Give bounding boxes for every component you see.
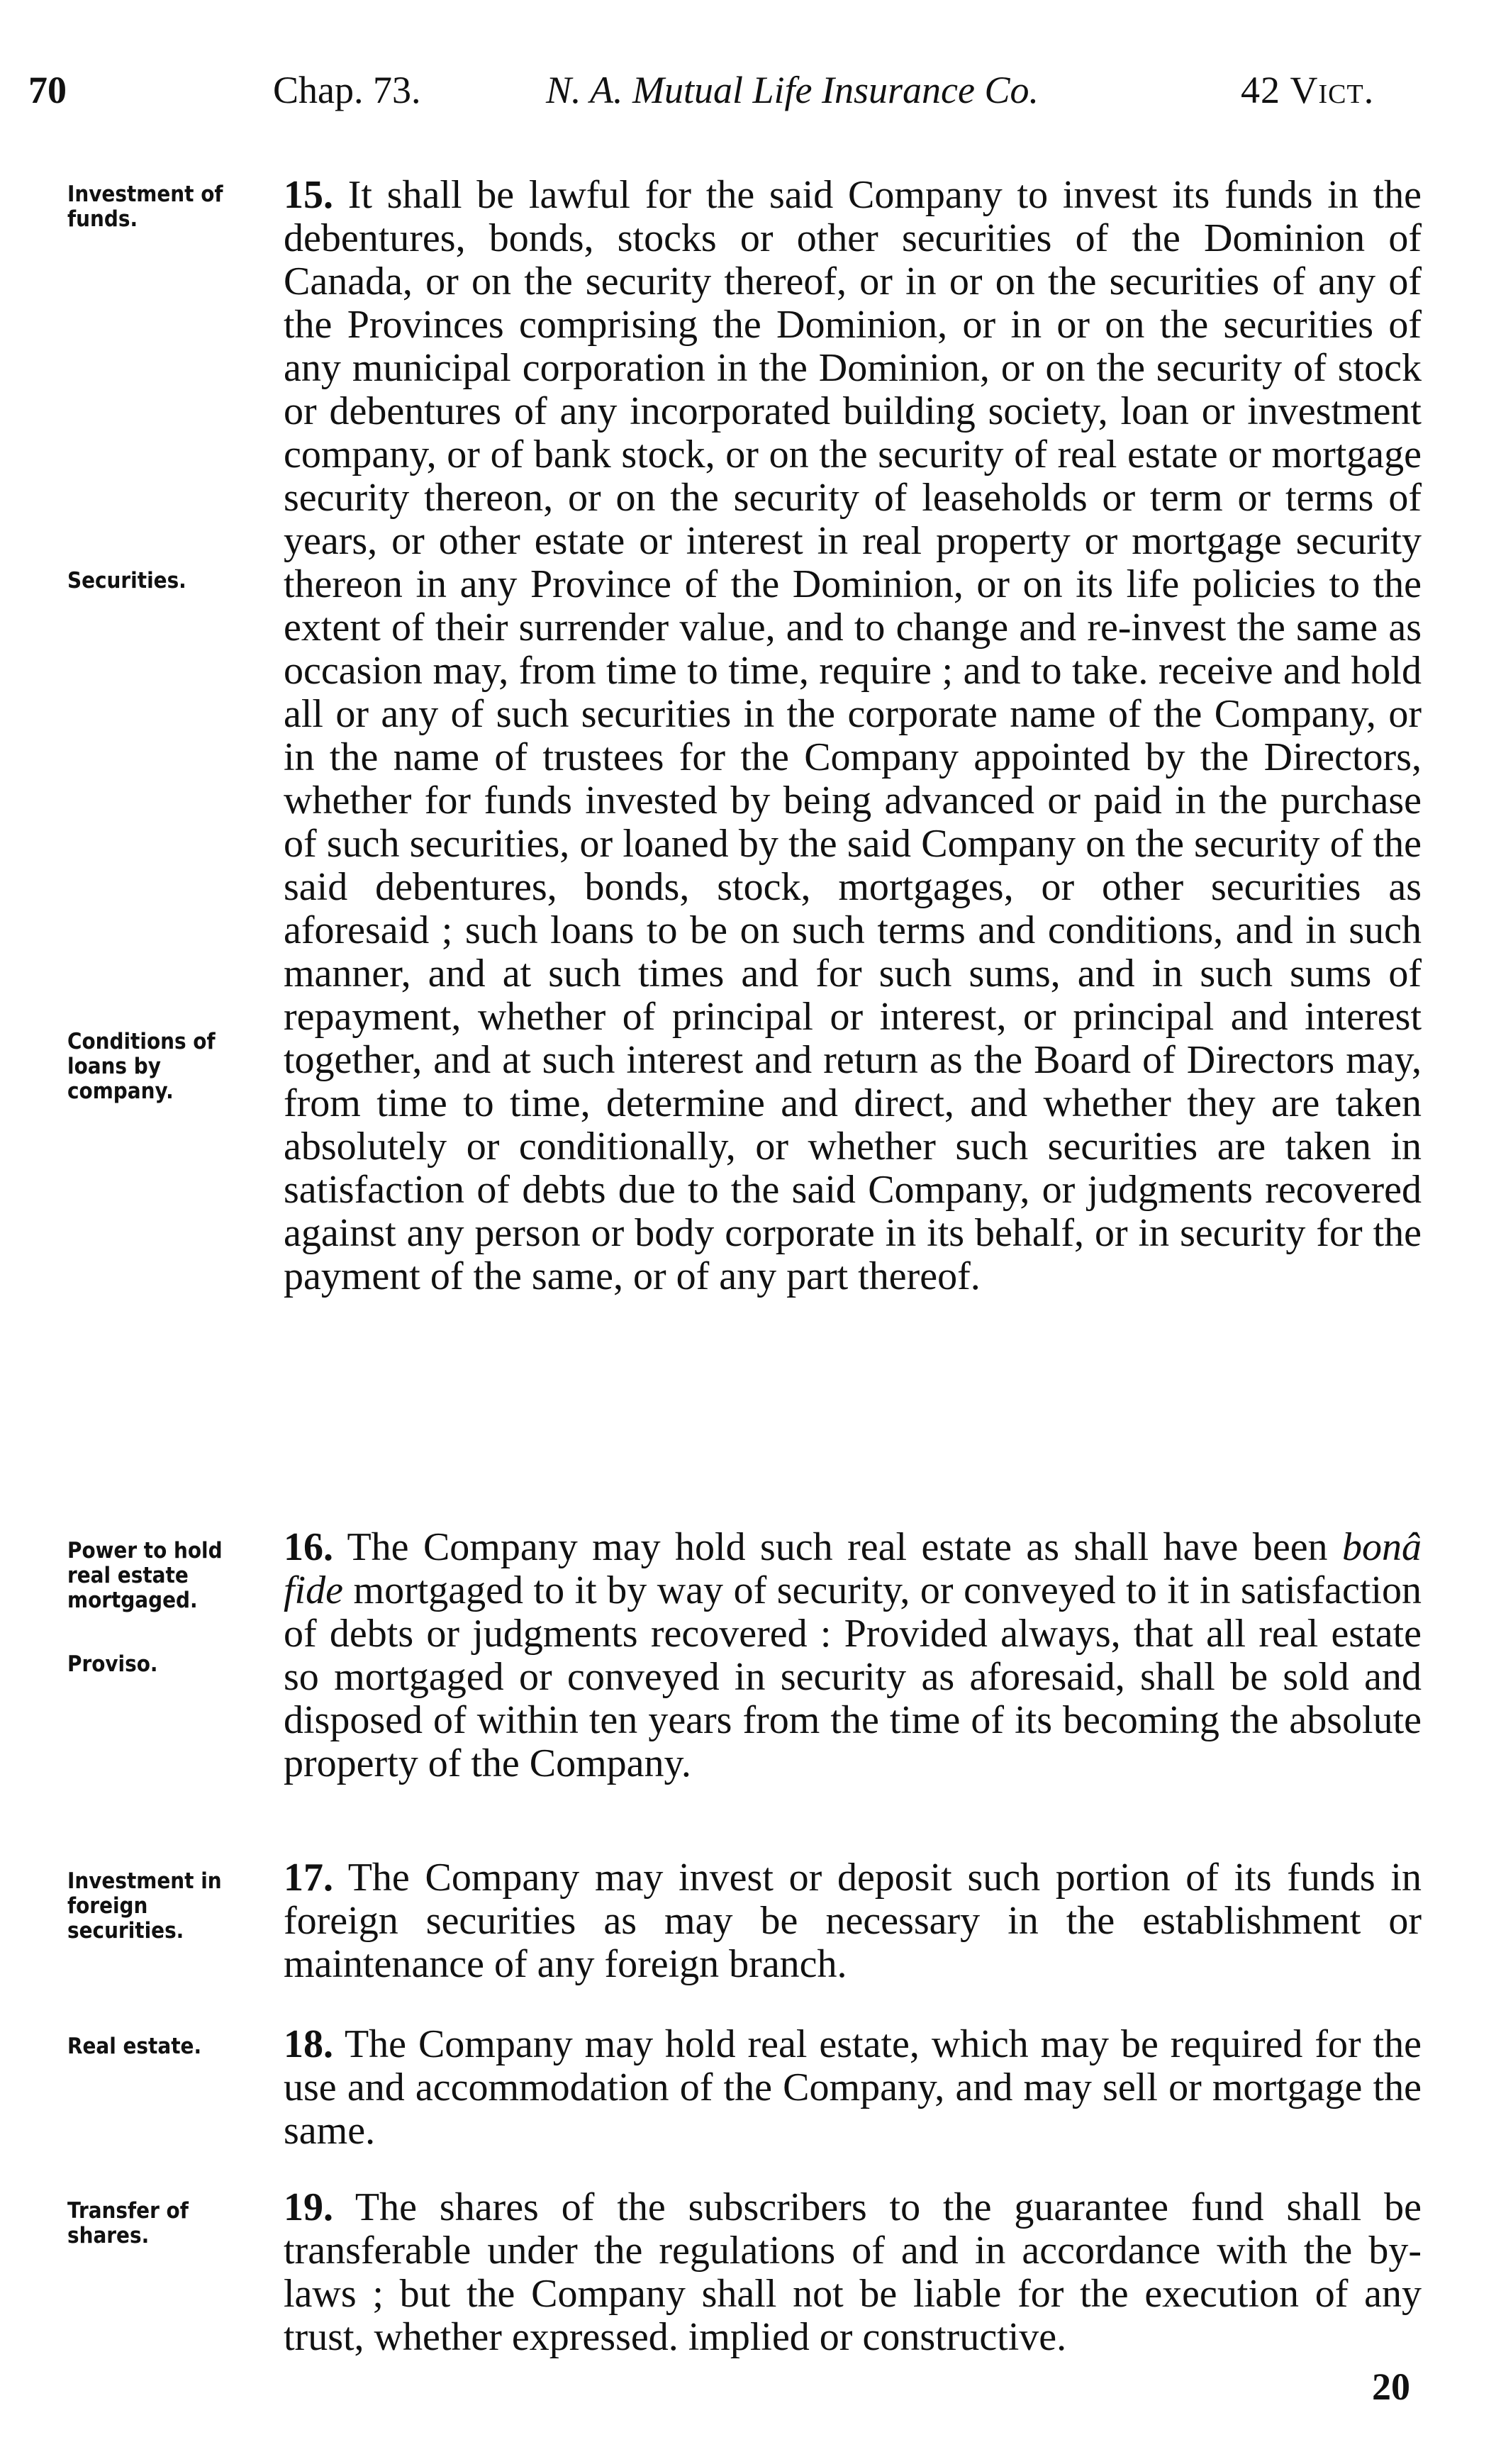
- running-header: [0, 68, 1496, 125]
- section-text: The shares of the subscribers to the guarantee fund shall be transferable under the regulations of and in accordance with the by-laws ; but the Company shall not be liable for the execution of any trust, whether expressed. implied or constructive.: [284, 2185, 1422, 2359]
- section-number: 18.: [284, 2022, 333, 2066]
- section-paragraph: [284, 2023, 1422, 2153]
- session-label: 42 Vict.: [1241, 69, 1375, 111]
- margin-note: Power to hold real estate mortgaged.: [67, 1538, 223, 1613]
- section-paragraph: [284, 1856, 1422, 1986]
- signature-mark: 20: [1372, 2365, 1410, 2408]
- section-text-italic: bonâ fide: [284, 1525, 1422, 1612]
- section-text: The Company may hold such real estate as shall have been: [347, 1525, 1342, 1569]
- margin-note: Investment in foreign securities.: [67, 1868, 222, 1944]
- section-number: 16.: [284, 1525, 333, 1569]
- section-text: It shall be lawful for the said Company to invest its funds in the debentures, bonds, stocks or other securities of the Dominion of Canada, or on the security thereof, or in or on the securities of any of the Provinces comprising the Dominion, or in or on the securities of any municipal corporation in the Dominion, or on the security of stock or debentures of any incorporated building society, loan or investment company, or of bank stock, or on the security of real estate or mortgage security thereon, or on the security of leaseholds or term or terms of years, or other estate or interest in real property or mortgage security thereon in any Province of the Dominion, or on its life policies to the extent of their surrender value, and to change and re-invest the same as occasion may, from time to time, require ; and to take. receive and hold all or any of such securities in the corporate name of the Company, or in the name of trustees for the Company appointed by the Directors, whether for funds invested by being advanced or paid in the purchase of such securities, or loaned by the said Company on the security of the said debentures, bonds, stock, mortgages, or other securities as aforesaid ; such loans to be on such terms and conditions, and in such manner, and at such times and for such sums, and in such sums of repayment, whether of principal or interest, or principal and interest together, and at such interest and return as the Board of Directors may, from time to time, determine and direct, and whether they are taken absolutely or conditionally, or whether such securities are taken in satisfaction of debts due to the said Company, or judgments recovered against any person or body corporate in its behalf, or in security for the payment of the same, or of any part thereof.: [284, 173, 1422, 1298]
- margin-note: Conditions of loans by company.: [67, 1029, 216, 1104]
- section-number: 19.: [284, 2185, 333, 2229]
- section-paragraph: [284, 1526, 1422, 1785]
- section-number: 15.: [284, 173, 333, 217]
- section-text: The Company may invest or deposit such portion of its funds in foreign securities as may be necessary in the establishment or maintenance of any foreign branch.: [284, 1856, 1422, 1986]
- margin-note: Proviso.: [67, 1651, 158, 1677]
- margin-note: Real estate.: [67, 2034, 202, 2059]
- section-paragraph: [284, 174, 1422, 1298]
- section-text: The Company may hold real estate, which may be required for the use and accommodation of the Company, and may sell or mortgage the same.: [284, 2022, 1422, 2153]
- margin-note: Transfer of shares.: [67, 2198, 189, 2248]
- section-text: mortgaged to it by way of security, or conveyed to it in satisfaction of debts or judgments recovered : Provided always, that all real estate so mortgaged or conveyed in security as aforesaid, shall be sold and disposed of within ten years from the time of its becoming the absolute property of the Company.: [284, 1568, 1422, 1785]
- margin-note: Investment of funds.: [67, 182, 223, 232]
- section-paragraph: [284, 2186, 1422, 2359]
- page-number: 70: [28, 69, 67, 111]
- section-number: 17.: [284, 1856, 333, 1900]
- chapter-label: Chap. 73.: [273, 69, 421, 111]
- act-title: N. A. Mutual Life Insurance Co.: [546, 69, 1039, 111]
- margin-note: Securities.: [67, 568, 186, 593]
